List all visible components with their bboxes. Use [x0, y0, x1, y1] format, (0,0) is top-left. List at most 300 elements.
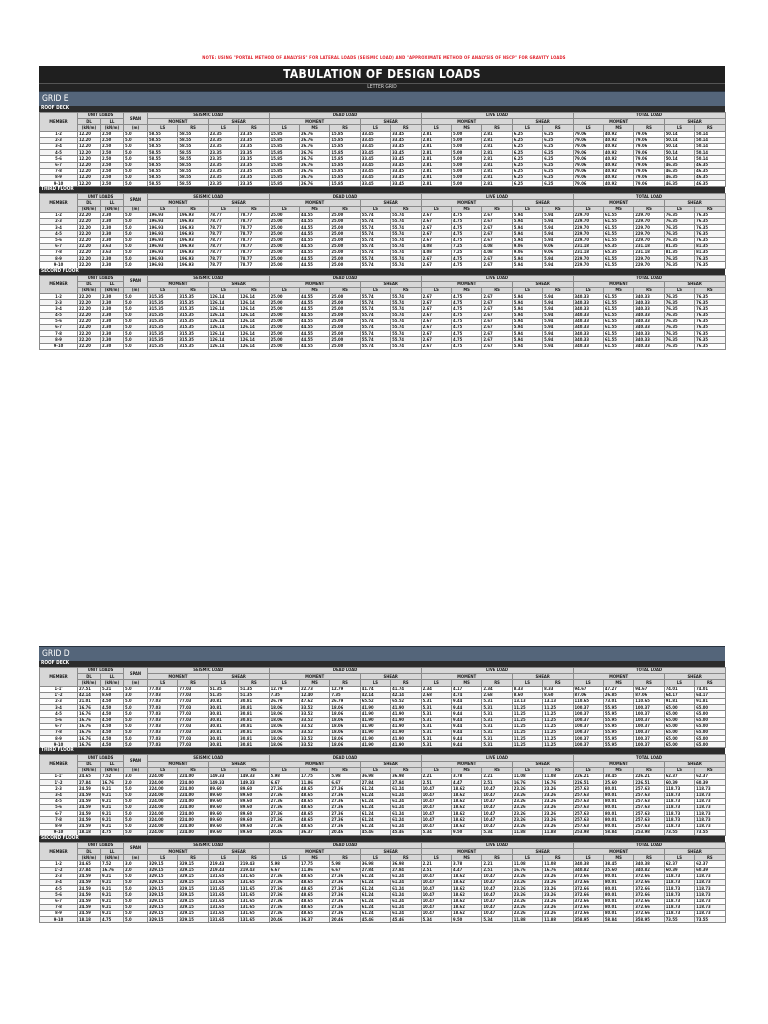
value-cell: 5.0 — [124, 168, 148, 174]
member-cell: 9-10 — [40, 181, 78, 187]
value-cell: 5.0 — [124, 225, 148, 231]
value-cell: 62.37 — [664, 861, 694, 867]
value-cell: 26.79 — [269, 698, 299, 704]
value-cell: 61.24 — [360, 804, 390, 810]
value-cell: 25.00 — [269, 337, 299, 343]
value-cell: 23.35 — [239, 143, 269, 149]
column-header: LS — [148, 767, 178, 773]
member-cell: 1-1' — [40, 686, 78, 692]
column-header: MS — [451, 855, 481, 861]
value-cell: 2.50 — [101, 143, 124, 149]
value-cell: 55.74 — [391, 325, 421, 331]
value-cell: 10.47 — [421, 904, 451, 910]
value-cell: 15.85 — [330, 174, 360, 180]
value-cell: 229.70 — [634, 256, 664, 262]
value-cell: 315.35 — [148, 318, 178, 324]
value-cell: 26.76 — [299, 174, 329, 180]
column-header: LS — [573, 680, 603, 686]
value-cell: 44.55 — [299, 343, 329, 349]
column-header: LS — [573, 125, 603, 131]
value-cell: 80.01 — [603, 817, 633, 823]
member-cell: 2-3 — [40, 300, 78, 306]
value-cell: 340.33 — [573, 318, 603, 324]
value-cell: 89.60 — [239, 798, 269, 804]
value-cell: 18.06 — [330, 711, 360, 717]
value-cell: 77.03 — [178, 729, 208, 735]
value-cell: 26.76 — [299, 168, 329, 174]
value-cell: 76.35 — [664, 331, 694, 337]
value-cell: 2.30 — [101, 306, 124, 312]
value-cell: 5.0 — [124, 898, 148, 904]
value-cell: 46.35 — [695, 181, 725, 187]
value-cell: 196.93 — [148, 243, 178, 249]
value-cell: 15.85 — [330, 168, 360, 174]
value-cell: 9.21 — [101, 898, 124, 904]
value-cell: 91.81 — [664, 698, 694, 704]
member-cell: 4-5 — [40, 312, 78, 318]
value-cell: 131.65 — [208, 898, 238, 904]
value-cell: 13.13 — [512, 698, 542, 704]
value-cell: 61.55 — [603, 237, 633, 243]
value-cell: 23.26 — [512, 892, 542, 898]
value-cell: 229.70 — [573, 225, 603, 231]
value-cell: 79.06 — [573, 162, 603, 168]
value-cell: 26.76 — [299, 143, 329, 149]
value-cell: 16.76 — [512, 867, 542, 873]
value-cell: 11.25 — [512, 729, 542, 735]
value-cell: 4.75 — [451, 262, 481, 268]
value-cell: 18.18 — [78, 829, 101, 835]
value-cell: 22.20 — [78, 312, 101, 318]
value-cell: 131.65 — [239, 892, 269, 898]
value-cell: 16.76 — [78, 717, 101, 723]
value-cell: 2.30 — [101, 219, 124, 225]
value-cell: 41.90 — [360, 705, 390, 711]
value-cell: 23.26 — [512, 786, 542, 792]
value-cell: 2.30 — [101, 337, 124, 343]
value-cell: 5.0 — [124, 331, 148, 337]
column-header: SHEAR — [512, 849, 573, 855]
value-cell: 257.63 — [573, 786, 603, 792]
column-header: LS — [512, 125, 542, 131]
value-cell: 3.0 — [124, 861, 148, 867]
column-header: LL — [101, 281, 124, 287]
column-header: LS — [208, 680, 238, 686]
value-cell: 126.14 — [239, 331, 269, 337]
column-header: LS — [360, 680, 390, 686]
value-cell: 74.01 — [695, 686, 725, 692]
value-cell: 25.00 — [330, 343, 360, 349]
value-cell: 25.00 — [330, 212, 360, 218]
value-cell: 9.44 — [451, 717, 481, 723]
column-header: SHEAR — [360, 849, 421, 855]
value-cell: 257.63 — [634, 817, 664, 823]
column-header: DL — [78, 761, 101, 767]
value-cell: 73.55 — [664, 917, 694, 923]
value-cell: 257.63 — [634, 792, 664, 798]
value-cell: 23.35 — [239, 174, 269, 180]
column-header: MOMENT — [421, 674, 512, 680]
value-cell: 2.81 — [482, 156, 512, 162]
column-header: MOMENT — [269, 674, 360, 680]
value-cell: 50.14 — [664, 156, 694, 162]
value-cell: 7.52 — [101, 861, 124, 867]
value-cell: 5.94 — [512, 262, 542, 268]
grid-title: GRID E — [39, 91, 725, 106]
value-cell: 36.98 — [391, 861, 421, 867]
member-cell: 3-4 — [40, 306, 78, 312]
column-header: DEAD LOAD — [269, 755, 421, 761]
column-header: (m) — [124, 125, 148, 131]
value-cell: 6.25 — [543, 131, 573, 137]
value-cell: 5.34 — [421, 829, 451, 835]
value-cell: 5.0 — [124, 686, 148, 692]
value-cell: 126.14 — [208, 331, 238, 337]
value-cell: 65.35 — [603, 249, 633, 255]
value-cell: 315.35 — [178, 318, 208, 324]
value-cell: 9.06 — [512, 249, 542, 255]
value-cell: 79.06 — [634, 162, 664, 168]
column-header: RS — [482, 287, 512, 293]
value-cell: 55.74 — [360, 325, 390, 331]
value-cell: 25.00 — [269, 294, 299, 300]
column-header: RS — [391, 206, 421, 212]
value-cell: 5.94 — [543, 343, 573, 349]
value-cell: 22.20 — [78, 306, 101, 312]
value-cell: 15.85 — [269, 181, 299, 187]
value-cell: 315.35 — [148, 325, 178, 331]
member-cell: 1'-2 — [40, 692, 78, 698]
value-cell: 2.81 — [482, 137, 512, 143]
value-cell: 2.81 — [482, 181, 512, 187]
value-cell: 46.35 — [695, 174, 725, 180]
value-cell: 18.06 — [269, 729, 299, 735]
loads-table — [39, 754, 726, 835]
value-cell: 80.01 — [603, 804, 633, 810]
value-cell: 5.0 — [124, 717, 148, 723]
value-cell: 46.35 — [664, 168, 694, 174]
value-cell: 100.37 — [573, 711, 603, 717]
value-cell: 48.65 — [299, 886, 329, 892]
member-cell: 4-5 — [40, 711, 78, 717]
value-cell: 25.00 — [330, 300, 360, 306]
value-cell: 11.25 — [512, 736, 542, 742]
column-header: MS — [299, 680, 329, 686]
value-cell: 17.75 — [299, 774, 329, 780]
value-cell: 219.43 — [239, 861, 269, 867]
value-cell: 78.77 — [208, 225, 238, 231]
column-header: LS — [148, 855, 178, 861]
value-cell: 10.47 — [421, 873, 451, 879]
value-cell: 78.77 — [239, 219, 269, 225]
value-cell: 18.62 — [451, 817, 481, 823]
value-cell: 55.95 — [603, 736, 633, 742]
value-cell: 340.33 — [634, 325, 664, 331]
value-cell: 100.37 — [634, 729, 664, 735]
value-cell: 24.59 — [78, 811, 101, 817]
value-cell: 219.43 — [208, 867, 238, 873]
value-cell: 33.45 — [360, 137, 390, 143]
value-cell: 25.00 — [330, 225, 360, 231]
value-cell: 18.06 — [269, 742, 299, 748]
value-cell: 118.73 — [664, 786, 694, 792]
value-cell: 76.35 — [695, 219, 725, 225]
value-cell: 25.00 — [269, 212, 299, 218]
value-cell: 329.15 — [178, 892, 208, 898]
value-cell: 12.20 — [78, 131, 101, 137]
value-cell: 23.35 — [208, 150, 238, 156]
value-cell: 5.34 — [482, 917, 512, 923]
value-cell: 2.81 — [421, 137, 451, 143]
member-cell: 7-8 — [40, 249, 78, 255]
column-header: SHEAR — [512, 674, 573, 680]
value-cell: 126.14 — [239, 337, 269, 343]
value-cell: 226.51 — [573, 780, 603, 786]
value-cell: 11.86 — [299, 867, 329, 873]
column-header: RS — [239, 680, 269, 686]
value-cell: 78.77 — [208, 237, 238, 243]
value-cell: 27.36 — [330, 811, 360, 817]
design-loads-sheet-grid-d — [39, 646, 725, 923]
value-cell: 30.81 — [239, 698, 269, 704]
column-header: SEISMIC LOAD — [148, 842, 270, 848]
value-cell: 38.45 — [603, 861, 633, 867]
column-header: LS — [148, 680, 178, 686]
column-header: MS — [451, 125, 481, 131]
value-cell: 5.31 — [421, 736, 451, 742]
value-cell: 40.92 — [603, 131, 633, 137]
value-cell: 118.73 — [664, 817, 694, 823]
value-cell: 2.30 — [101, 312, 124, 318]
floor-title: SECOND FLOOR — [39, 269, 725, 275]
value-cell: 224.00 — [178, 817, 208, 823]
value-cell: 30.81 — [208, 698, 238, 704]
column-header: SHEAR — [208, 761, 269, 767]
value-cell: 6.25 — [543, 137, 573, 143]
value-cell: 76.35 — [695, 237, 725, 243]
value-cell: 23.26 — [512, 904, 542, 910]
value-cell: 5.94 — [512, 231, 542, 237]
value-cell: 11.25 — [543, 705, 573, 711]
value-cell: 33.52 — [299, 705, 329, 711]
member-cell: 1-2 — [40, 212, 78, 218]
value-cell: 26.85 — [603, 692, 633, 698]
value-cell: 41.90 — [391, 736, 421, 742]
value-cell: 77.03 — [178, 717, 208, 723]
value-cell: 76.35 — [664, 343, 694, 349]
value-cell: 11.25 — [512, 723, 542, 729]
value-cell: 118.73 — [695, 910, 725, 916]
value-cell: 2.67 — [482, 306, 512, 312]
table-row — [40, 343, 726, 349]
value-cell: 27.84 — [78, 780, 101, 786]
value-cell: 5.0 — [124, 723, 148, 729]
value-cell: 15.85 — [330, 150, 360, 156]
value-cell: 196.93 — [178, 262, 208, 268]
column-header: LIVE LOAD — [421, 275, 573, 281]
value-cell: 27.84 — [391, 867, 421, 873]
value-cell: 329.15 — [148, 886, 178, 892]
value-cell: 23.26 — [512, 823, 542, 829]
value-cell: 118.73 — [664, 892, 694, 898]
value-cell: 126.14 — [239, 294, 269, 300]
member-cell: 3-4 — [40, 792, 78, 798]
column-header: SHEAR — [664, 200, 725, 206]
value-cell: 89.60 — [208, 804, 238, 810]
value-cell: 340.33 — [634, 300, 664, 306]
value-cell: 55.95 — [603, 711, 633, 717]
column-header: SPAN — [124, 113, 148, 125]
value-cell: 30.81 — [208, 742, 238, 748]
value-cell: 16.76 — [543, 780, 573, 786]
value-cell: 16.76 — [543, 867, 573, 873]
value-cell: 55.74 — [391, 306, 421, 312]
value-cell: 224.00 — [148, 817, 178, 823]
column-header: LS — [512, 287, 542, 293]
column-header: SHEAR — [360, 119, 421, 125]
value-cell: 76.35 — [695, 312, 725, 318]
value-cell: 126.14 — [208, 343, 238, 349]
column-header: RS — [543, 206, 573, 212]
column-header: SHEAR — [664, 281, 725, 287]
value-cell: 40.92 — [603, 156, 633, 162]
member-cell: 5-6 — [40, 318, 78, 324]
value-cell: 23.35 — [208, 168, 238, 174]
value-cell: 44.55 — [299, 231, 329, 237]
value-cell: 11.86 — [299, 780, 329, 786]
value-cell: 15.85 — [330, 162, 360, 168]
value-cell: 372.66 — [634, 880, 664, 886]
value-cell: 77.03 — [148, 723, 178, 729]
column-header: SPAN — [124, 842, 148, 854]
value-cell: 5.31 — [482, 717, 512, 723]
value-cell: 372.66 — [634, 904, 664, 910]
value-cell: 64.17 — [695, 692, 725, 698]
column-header: TOTAL LOAD — [573, 194, 725, 200]
value-cell: 11.25 — [512, 717, 542, 723]
value-cell: 55.95 — [603, 723, 633, 729]
value-cell: 340.33 — [573, 337, 603, 343]
value-cell: 329.15 — [148, 917, 178, 923]
value-cell: 65.00 — [695, 711, 725, 717]
value-cell: 61.55 — [603, 331, 633, 337]
value-cell: 24.59 — [78, 880, 101, 886]
column-header: MOMENT — [148, 849, 209, 855]
value-cell: 340.33 — [573, 300, 603, 306]
value-cell: 79.06 — [634, 168, 664, 174]
column-header: LS — [421, 855, 451, 861]
column-header: UNIT LOADS — [78, 113, 124, 119]
value-cell: 5.0 — [124, 904, 148, 910]
value-cell: 2.81 — [482, 168, 512, 174]
value-cell: 22.20 — [78, 225, 101, 231]
value-cell: 2.67 — [421, 256, 451, 262]
value-cell: 196.93 — [148, 256, 178, 262]
value-cell: 6.25 — [512, 156, 542, 162]
value-cell: 6.25 — [543, 150, 573, 156]
value-cell: 65.35 — [603, 243, 633, 249]
value-cell: 55.74 — [391, 219, 421, 225]
column-header: MOMENT — [573, 200, 664, 206]
column-header: LIVE LOAD — [421, 755, 573, 761]
column-header: LS — [573, 206, 603, 212]
column-header: RS — [330, 125, 360, 131]
value-cell: 9.50 — [451, 829, 481, 835]
column-header: RS — [330, 287, 360, 293]
value-cell: 9.21 — [101, 880, 124, 886]
value-cell: 23.26 — [512, 811, 542, 817]
value-cell: 315.35 — [148, 294, 178, 300]
value-cell: 257.63 — [573, 798, 603, 804]
value-cell: 9.50 — [451, 917, 481, 923]
value-cell: 224.00 — [178, 823, 208, 829]
value-cell: 27.36 — [269, 904, 299, 910]
value-cell: 89.60 — [239, 817, 269, 823]
value-cell: 65.00 — [664, 717, 694, 723]
member-cell: 6-7 — [40, 162, 78, 168]
value-cell: 33.45 — [360, 168, 390, 174]
value-cell: 61.55 — [603, 300, 633, 306]
value-cell: 36.98 — [360, 861, 390, 867]
value-cell: 126.14 — [239, 312, 269, 318]
value-cell: 340.33 — [634, 318, 664, 324]
value-cell: 126.14 — [239, 325, 269, 331]
value-cell: 45.46 — [391, 829, 421, 835]
value-cell: 5.0 — [124, 729, 148, 735]
value-cell: 36.37 — [299, 829, 329, 835]
value-cell: 2.51 — [421, 867, 451, 873]
value-cell: 10.47 — [421, 798, 451, 804]
value-cell: 224.00 — [178, 780, 208, 786]
value-cell: 22.20 — [78, 318, 101, 324]
value-cell: 55.74 — [360, 237, 390, 243]
value-cell: 118.73 — [695, 892, 725, 898]
value-cell: 329.15 — [178, 910, 208, 916]
member-cell: 8-9 — [40, 823, 78, 829]
value-cell: 65.00 — [695, 742, 725, 748]
value-cell: 79.06 — [634, 181, 664, 187]
value-cell: 126.14 — [239, 300, 269, 306]
column-header: RS — [482, 855, 512, 861]
column-header: RS — [178, 767, 208, 773]
value-cell: 224.00 — [178, 774, 208, 780]
value-cell: 9.44 — [451, 736, 481, 742]
value-cell: 50.14 — [664, 150, 694, 156]
value-cell: 55.74 — [360, 312, 390, 318]
value-cell: 76.35 — [695, 331, 725, 337]
value-cell: 2.67 — [482, 231, 512, 237]
value-cell: 44.55 — [299, 300, 329, 306]
value-cell: 48.65 — [299, 792, 329, 798]
value-cell: 47.62 — [299, 698, 329, 704]
value-cell: 126.14 — [208, 306, 238, 312]
member-cell: 4-5 — [40, 886, 78, 892]
value-cell: 315.35 — [148, 306, 178, 312]
value-cell: 340.33 — [573, 325, 603, 331]
value-cell: 329.15 — [148, 880, 178, 886]
value-cell: 16.76 — [101, 780, 124, 786]
value-cell: 118.73 — [664, 811, 694, 817]
value-cell: 55.74 — [391, 237, 421, 243]
member-cell: 4-5 — [40, 150, 78, 156]
value-cell: 18.62 — [451, 811, 481, 817]
value-cell: 18.06 — [269, 736, 299, 742]
column-header: UNIT LOADS — [78, 194, 124, 200]
value-cell: 126.14 — [208, 294, 238, 300]
value-cell: 23.26 — [512, 873, 542, 879]
value-cell: 2.81 — [421, 168, 451, 174]
value-cell: 5.0 — [124, 306, 148, 312]
